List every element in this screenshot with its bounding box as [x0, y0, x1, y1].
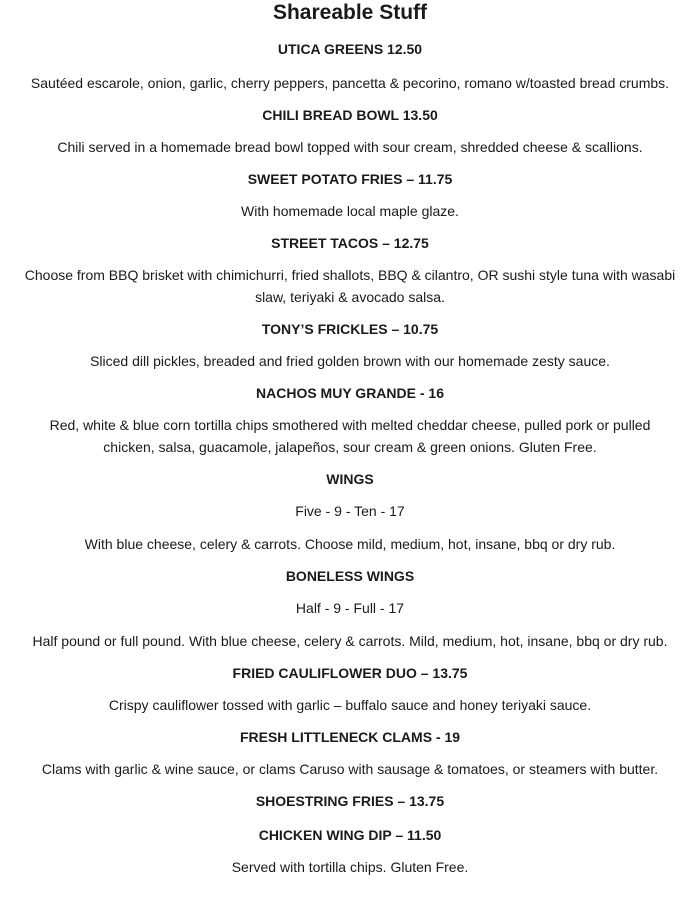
menu-item-price: Five - 9 - Ten - 17: [295, 503, 405, 519]
menu-item-description: Chili served in a homemade bread bowl topped with sour cream, shredded cheese & scallions.: [57, 139, 643, 155]
menu-item-description: Sliced dill pickles, breaded and fried golden brown with our homemade zesty sauce.: [90, 353, 610, 369]
menu-item-name: TONY’S FRICKLES – 10.75: [261, 321, 439, 337]
menu-item-name: CHILI BREAD BOWL 13.50: [262, 107, 438, 123]
menu-item-description: Crispy cauliflower tossed with garlic – buffalo sauce and honey teriyaki sauce.: [108, 697, 592, 713]
menu-item-description: Sautéed escarole, onion, garlic, cherry peppers, pancetta & pecorino, romano w/toasted bread crumbs.: [30, 75, 670, 91]
menu-item-description: Served with tortilla chips. Gluten Free.: [231, 859, 469, 875]
menu-item-name: BONELESS WINGS: [285, 568, 415, 584]
menu-item-description: Choose from BBQ brisket with chimichurri, fried shallots, BBQ & cilantro, OR sushi style tuna with wasabi: [24, 267, 676, 283]
menu-item-name: UTICA GREENS 12.50: [277, 41, 423, 57]
menu-item-name: STREET TACOS – 12.75: [271, 235, 429, 251]
menu-item-name: CHICKEN WING DIP – 11.50: [258, 827, 442, 843]
menu-item-description: With homemade local maple glaze.: [241, 203, 459, 219]
page-title: Shareable Stuff: [272, 1, 428, 24]
menu-item-name: SHOESTRING FRIES – 13.75: [255, 793, 445, 809]
menu-item-description: Half pound or full pound. With blue cheese, celery & carrots. Mild, medium, hot, insane, bbq or dry rub.: [32, 633, 668, 649]
menu-item-name: SWEET POTATO FRIES – 11.75: [247, 171, 453, 187]
menu-item-description: chicken, salsa, guacamole, jalapeños, sour cream & green onions. Gluten Free.: [103, 439, 597, 455]
menu-item-name: FRESH LITTLENECK CLAMS - 19: [239, 729, 461, 745]
menu-item-description: slaw, teriyaki & avocado salsa.: [255, 289, 445, 305]
menu-item-name: FRIED CAULIFLOWER DUO – 13.75: [232, 665, 468, 681]
menu-item-description: With blue cheese, celery & carrots. Choose mild, medium, hot, insane, bbq or dry rub.: [84, 536, 616, 552]
menu-item-name: NACHOS MUY GRANDE - 16: [256, 385, 444, 401]
menu-item-name: WINGS: [326, 471, 374, 487]
menu-item-price: Half - 9 - Full - 17: [295, 600, 405, 616]
menu-item-description: Clams with garlic & wine sauce, or clams Caruso with sausage & tomatoes, or steamers with butter.: [41, 761, 659, 777]
menu-item-description: Red, white & blue corn tortilla chips smothered with melted cheddar cheese, pulled pork or pulled: [49, 417, 651, 433]
